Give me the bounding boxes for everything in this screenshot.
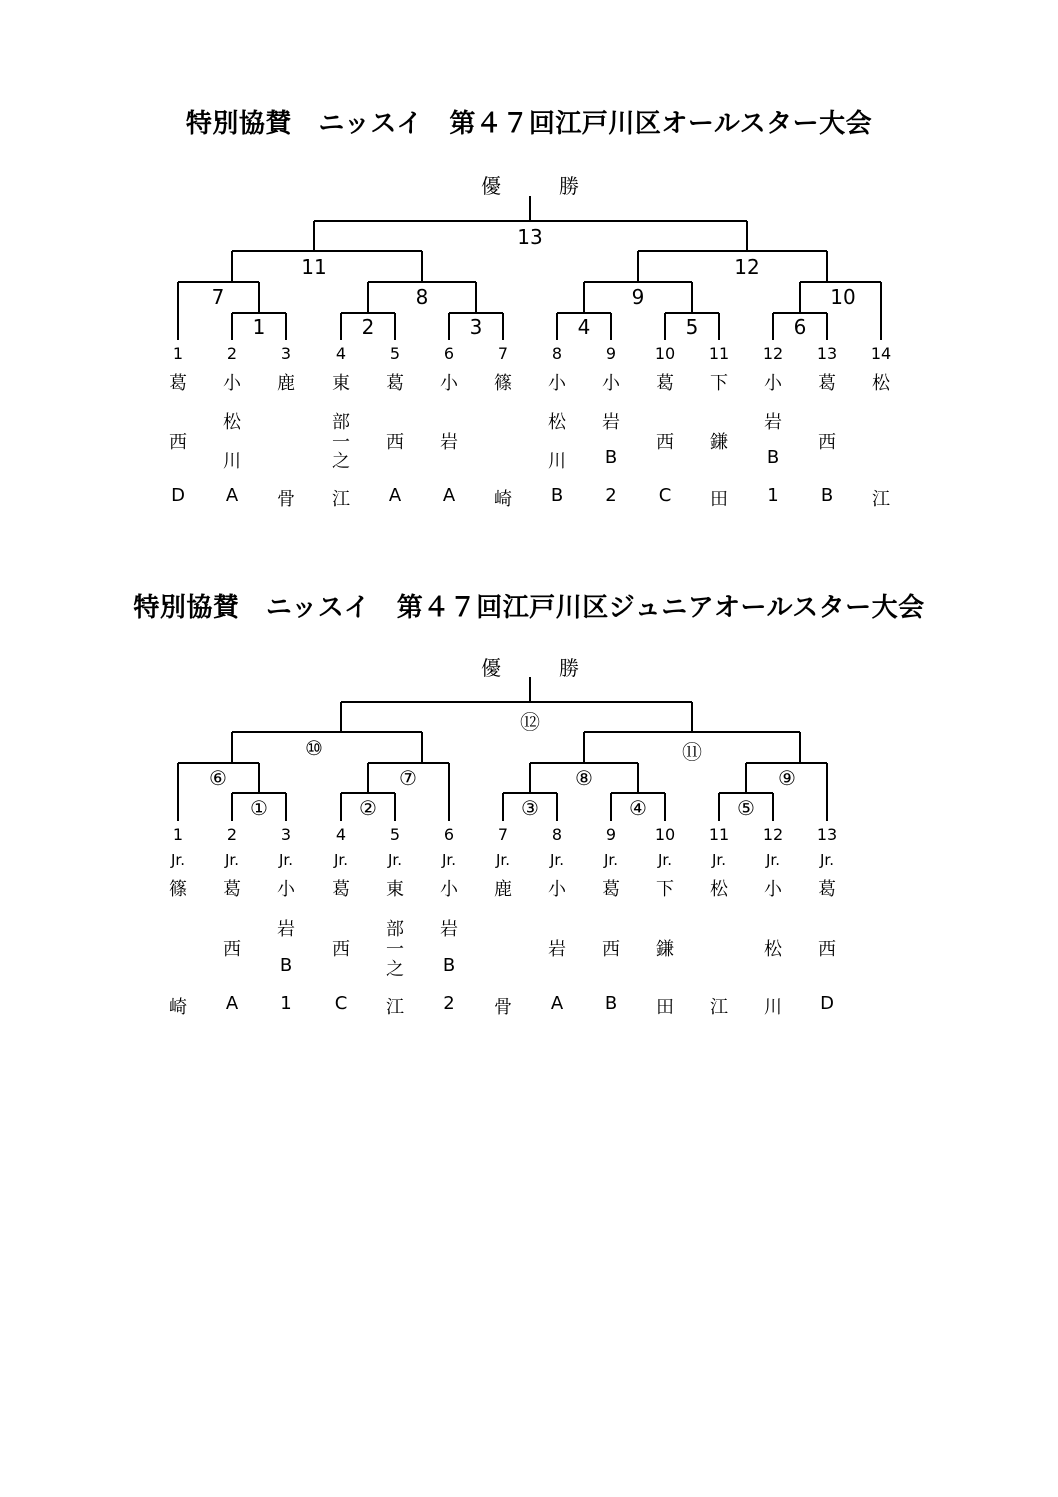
senior-team-13-slot-number: 13: [816, 344, 838, 363]
senior-champion-char-2: 勝: [559, 174, 579, 198]
junior-title: 特別協賛 ニッスイ 第４７回江戸川区ジュニアオールスター大会: [133, 593, 925, 623]
senior-team-3-char-2: 骨: [277, 489, 295, 510]
junior-team-4-jr-prefix: Jr.: [334, 851, 348, 869]
junior-team-9-char-1: 葛: [602, 879, 620, 900]
junior-team-6-slot-number: 6: [443, 825, 455, 844]
junior-team-13-char-3: D: [820, 993, 834, 1014]
senior-match-5-label: 5: [685, 315, 699, 339]
senior-team-1-slot-number: 1: [172, 344, 184, 363]
junior-team-5-char-5: 江: [386, 997, 404, 1018]
senior-team-11-char-2: 鎌: [710, 432, 728, 453]
junior-team-7-slot-number: 7: [497, 825, 509, 844]
junior-team-6-char-4: 2: [443, 993, 455, 1014]
senior-team-9-slot-number: 9: [605, 344, 617, 363]
junior-team-13-char-1: 葛: [818, 879, 836, 900]
junior-team-1-jr-prefix: Jr.: [171, 851, 185, 869]
senior-team-3-char-1: 鹿: [277, 373, 295, 394]
junior-team-10-slot-number: 10: [654, 825, 676, 844]
senior-team-9-char-1: 小: [602, 373, 620, 394]
junior-match-7-label: ⑦: [399, 766, 417, 790]
junior-team-9-slot-number: 9: [605, 825, 617, 844]
junior-match-2-label: ②: [359, 796, 377, 820]
junior-team-5-char-4: 之: [386, 959, 404, 980]
senior-team-10-char-1: 葛: [656, 373, 674, 394]
junior-team-6-char-2: 岩: [440, 919, 458, 940]
junior-team-8-jr-prefix: Jr.: [550, 851, 564, 869]
junior-match-5-label: ⑤: [737, 796, 755, 820]
senior-match-11-label: 11: [301, 255, 327, 279]
junior-team-12-char-3: 川: [764, 997, 782, 1018]
junior-match-8-label: ⑧: [575, 766, 593, 790]
junior-team-3-char-3: B: [279, 955, 293, 976]
senior-team-12-char-2: 岩: [764, 412, 782, 433]
junior-team-13-jr-prefix: Jr.: [820, 851, 834, 869]
senior-team-3-slot-number: 3: [280, 344, 292, 363]
senior-team-11-slot-number: 11: [708, 344, 730, 363]
junior-team-8-char-1: 小: [548, 879, 566, 900]
senior-team-2-char-4: A: [225, 485, 239, 506]
senior-match-3-label: 3: [469, 315, 483, 339]
junior-team-9-jr-prefix: Jr.: [604, 851, 618, 869]
senior-team-8-char-1: 小: [548, 373, 566, 394]
senior-title: 特別協賛 ニッスイ 第４７回江戸川区オールスター大会: [185, 109, 873, 139]
junior-team-1-slot-number: 1: [172, 825, 184, 844]
junior-champion-char-1: 優: [481, 656, 501, 680]
junior-team-11-jr-prefix: Jr.: [712, 851, 726, 869]
senior-team-8-char-3: 川: [548, 451, 566, 472]
junior-team-12-char-1: 小: [764, 879, 782, 900]
junior-team-4-slot-number: 4: [335, 825, 347, 844]
senior-team-10-char-2: 西: [656, 432, 674, 453]
senior-team-8-char-4: B: [550, 485, 564, 506]
senior-team-14-char-1: 松: [872, 373, 890, 394]
senior-team-4-slot-number: 4: [335, 344, 347, 363]
senior-team-2-slot-number: 2: [226, 344, 238, 363]
senior-team-4-char-1: 東: [332, 373, 350, 394]
senior-team-12-char-1: 小: [764, 373, 782, 394]
senior-team-12-slot-number: 12: [762, 344, 784, 363]
junior-team-13-char-2: 西: [818, 939, 836, 960]
junior-match-4-label: ④: [629, 796, 647, 820]
junior-team-7-char-1: 鹿: [494, 879, 512, 900]
senior-team-9-char-3: B: [604, 447, 618, 468]
junior-team-4-char-3: C: [334, 993, 348, 1014]
junior-team-1-char-1: 篠: [169, 879, 187, 900]
junior-team-8-char-2: 岩: [548, 939, 566, 960]
senior-team-7-char-2: 崎: [494, 489, 512, 510]
senior-team-1-char-3: D: [171, 485, 185, 506]
senior-team-5-char-1: 葛: [386, 373, 404, 394]
senior-team-10-char-3: C: [658, 485, 672, 506]
junior-team-5-char-2: 部: [386, 919, 404, 940]
junior-team-9-char-3: B: [604, 993, 618, 1014]
junior-team-11-char-1: 松: [710, 879, 728, 900]
senior-match-9-label: 9: [631, 285, 645, 309]
senior-team-11-char-1: 下: [710, 373, 728, 394]
junior-team-13-slot-number: 13: [816, 825, 838, 844]
senior-team-2-char-1: 小: [223, 373, 241, 394]
junior-team-5-slot-number: 5: [389, 825, 401, 844]
junior-match-6-label: ⑥: [209, 766, 227, 790]
junior-team-4-char-1: 葛: [332, 879, 350, 900]
senior-team-13-char-2: 西: [818, 432, 836, 453]
junior-team-2-jr-prefix: Jr.: [225, 851, 239, 869]
senior-team-7-char-1: 篠: [494, 373, 512, 394]
senior-team-5-slot-number: 5: [389, 344, 401, 363]
junior-team-7-char-2: 骨: [494, 997, 512, 1018]
junior-team-1-char-2: 崎: [169, 997, 187, 1018]
junior-team-11-char-2: 江: [710, 997, 728, 1018]
senior-team-11-char-3: 田: [710, 489, 728, 510]
senior-match-8-label: 8: [415, 285, 429, 309]
junior-match-9-label: ⑨: [778, 766, 796, 790]
senior-match-12-label: 12: [734, 255, 760, 279]
junior-match-3-label: ③: [521, 796, 539, 820]
junior-match-11-label: ⑪: [682, 740, 702, 764]
junior-team-12-jr-prefix: Jr.: [766, 851, 780, 869]
junior-team-11-slot-number: 11: [708, 825, 730, 844]
junior-team-12-slot-number: 12: [762, 825, 784, 844]
junior-match-12-label: ⑫: [520, 710, 540, 734]
senior-match-6-label: 6: [793, 315, 807, 339]
junior-team-3-slot-number: 3: [280, 825, 292, 844]
senior-team-12-char-4: 1: [767, 485, 779, 506]
junior-team-2-char-3: A: [225, 993, 239, 1014]
junior-team-7-jr-prefix: Jr.: [496, 851, 510, 869]
senior-team-9-char-4: 2: [605, 485, 617, 506]
senior-team-1-char-1: 葛: [169, 373, 187, 394]
senior-match-13-label: 13: [517, 225, 543, 249]
senior-team-7-slot-number: 7: [497, 344, 509, 363]
senior-match-1-label: 1: [252, 315, 266, 339]
junior-team-10-char-1: 下: [656, 879, 674, 900]
junior-team-12-char-2: 松: [764, 939, 782, 960]
junior-team-5-char-1: 東: [386, 879, 404, 900]
senior-match-4-label: 4: [577, 315, 591, 339]
senior-team-4-char-4: 之: [332, 451, 350, 472]
senior-team-8-char-2: 松: [548, 412, 566, 433]
senior-team-4-char-2: 部: [332, 412, 350, 433]
senior-team-13-char-3: B: [820, 485, 834, 506]
junior-team-3-char-1: 小: [277, 879, 295, 900]
senior-team-14-slot-number: 14: [870, 344, 892, 363]
junior-team-9-char-2: 西: [602, 939, 620, 960]
senior-team-6-char-3: A: [442, 485, 456, 506]
junior-match-10-label: ⑩: [305, 736, 323, 760]
senior-match-2-label: 2: [361, 315, 375, 339]
junior-team-10-char-3: 田: [656, 997, 674, 1018]
junior-team-6-char-1: 小: [440, 879, 458, 900]
junior-team-8-char-3: A: [550, 993, 564, 1014]
senior-team-5-char-3: A: [388, 485, 402, 506]
junior-team-4-char-2: 西: [332, 939, 350, 960]
junior-team-3-char-2: 岩: [277, 919, 295, 940]
senior-team-10-slot-number: 10: [654, 344, 676, 363]
senior-team-9-char-2: 岩: [602, 412, 620, 433]
senior-champion-char-1: 優: [481, 174, 501, 198]
junior-team-5-jr-prefix: Jr.: [388, 851, 402, 869]
senior-team-6-char-2: 岩: [440, 432, 458, 453]
senior-team-5-char-2: 西: [386, 432, 404, 453]
senior-team-6-slot-number: 6: [443, 344, 455, 363]
junior-team-2-char-2: 西: [223, 939, 241, 960]
junior-team-10-char-2: 鎌: [656, 939, 674, 960]
senior-team-14-char-2: 江: [872, 489, 890, 510]
junior-match-1-label: ①: [250, 796, 268, 820]
junior-champion-char-2: 勝: [559, 656, 579, 680]
junior-team-5-char-3: 一: [386, 939, 404, 960]
senior-team-8-slot-number: 8: [551, 344, 563, 363]
junior-team-3-char-4: 1: [280, 993, 292, 1014]
junior-team-3-jr-prefix: Jr.: [279, 851, 293, 869]
senior-match-10-label: 10: [830, 285, 856, 309]
junior-team-8-slot-number: 8: [551, 825, 563, 844]
senior-team-2-char-3: 川: [223, 451, 241, 472]
senior-team-4-char-5: 江: [332, 489, 350, 510]
senior-match-7-label: 7: [211, 285, 225, 309]
senior-team-13-char-1: 葛: [818, 373, 836, 394]
senior-team-4-char-3: 一: [332, 432, 350, 453]
junior-team-2-slot-number: 2: [226, 825, 238, 844]
junior-team-6-char-3: B: [442, 955, 456, 976]
senior-team-2-char-2: 松: [223, 412, 241, 433]
senior-team-12-char-3: B: [766, 447, 780, 468]
junior-team-10-jr-prefix: Jr.: [658, 851, 672, 869]
junior-team-2-char-1: 葛: [223, 879, 241, 900]
junior-team-6-jr-prefix: Jr.: [442, 851, 456, 869]
senior-team-1-char-2: 西: [169, 432, 187, 453]
senior-team-6-char-1: 小: [440, 373, 458, 394]
